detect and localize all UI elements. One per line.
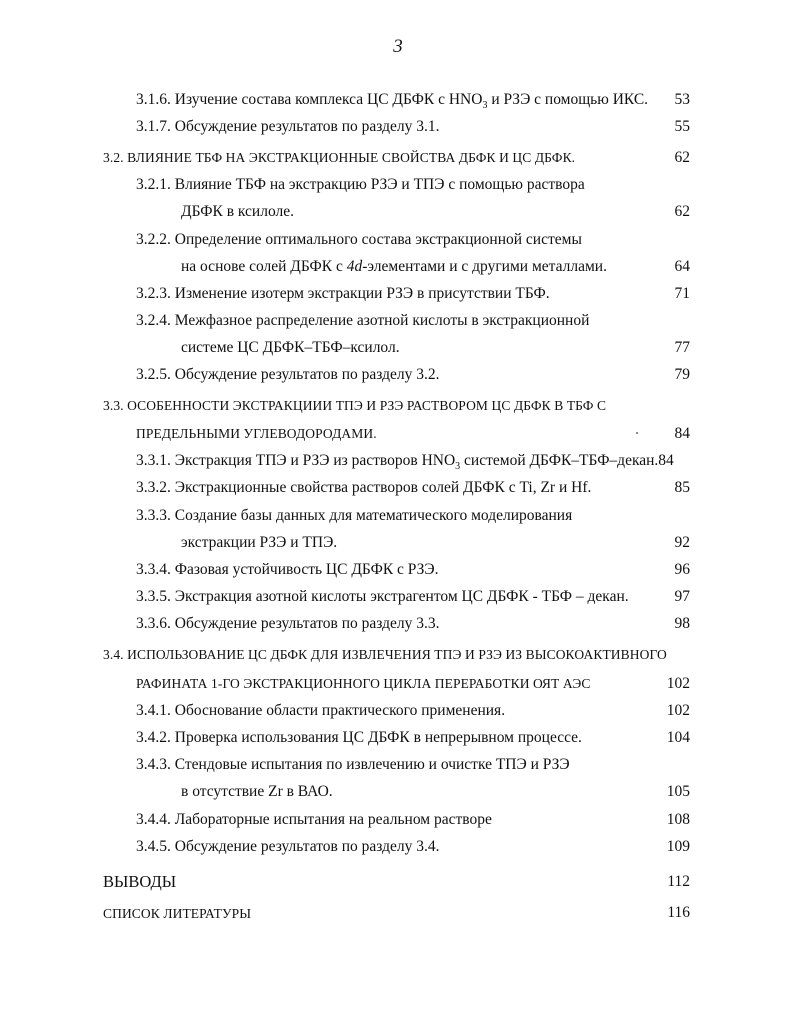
toc-page-conclusions: 112 [667,873,690,890]
toc-entry-text: на основе солей ДБФК с [181,258,347,275]
toc-entry-text: 3.3.1. Экстракция ТПЭ и РЗЭ из растворов HNO [136,452,456,469]
toc-section-3-4: 3.4. ИСПОЛЬЗОВАНИЕ ЦС ДБФК ДЛЯ ИЗВЛЕЧЕНИЯ ТПЭ И РЗЭ ИЗ ВЫСОКОАКТИВНОГО [103,647,667,662]
toc-entry-text-after: и РЗЭ с помощью ИКС. [487,91,649,108]
toc-section-3-2: 3.2. ВЛИЯНИЕ ТБФ НА ЭКСТРАКЦИОННЫЕ СВОЙСТВА ДБФК И ЦС ДБФК. [103,150,576,165]
toc-entry-3-2-2-cont [181,257,607,277]
toc-entry-3-2-1: 3.2.1. Влияние ТБФ на экстракцию РЗЭ и ТПЭ с помощью раствора [136,176,585,193]
toc-page-3-4-3: 105 [666,783,690,800]
toc-entry-3-3-6: 3.3.6. Обсуждение результатов по разделу 3.3. [136,615,440,632]
toc-page-3-1-6: 53 [674,91,690,108]
toc-page-references: 116 [667,904,690,921]
italic-term: 4d [346,258,363,275]
toc-page-3-2: 62 [674,149,690,166]
toc-entry-3-4-1: 3.4.1. Обоснование области практического применения. [136,702,506,719]
toc-page-3-2-2: 64 [674,258,690,275]
toc-page-3-3-3: 92 [674,534,690,551]
toc-entry-text-after: системой ДБФК–ТБФ–декан.84 [460,452,674,469]
toc-page-3-4-2: 104 [666,729,690,746]
toc-page-3-3-4: 96 [674,561,690,578]
toc-page-3-3-5: 97 [674,588,690,605]
toc-page-3-3-6: 98 [674,615,690,632]
toc-entry-3-2-2: 3.2.2. Определение оптимального состава экстракционной системы [136,231,582,248]
toc-entry-3-3-4: 3.3.4. Фазовая устойчивость ЦС ДБФК с РЗЭ. [136,561,439,578]
toc-entry-3-4-3: 3.4.3. Стендовые испытания по извлечению и очистке ТПЭ и РЗЭ [136,756,570,773]
toc-entry-3-2-4: 3.2.4. Межфазное распределение азотной кислоты в экстракционной [136,312,590,329]
toc-entry-text: 3.1.6. Изучение состава комплекса ЦС ДБФК с HNO [136,91,483,108]
toc-entry-3-4-2: 3.4.2. Проверка использования ЦС ДБФК в непрерывном процессе. [136,729,582,746]
toc-entry-3-3-3-cont: экстракции РЗЭ и ТПЭ. [181,534,338,551]
toc-section-conclusions: ВЫВОДЫ [103,872,177,891]
toc-entry-3-3-5: 3.3.5. Экстракция азотной кислоты экстрагентом ЦС ДБФК - ТБФ – декан. [136,588,629,605]
toc-page-3-1-7: 55 [674,118,690,135]
toc-entry-3-4-3-cont: в отсутствие Zr в ВАО. [181,783,333,800]
toc-page-3-2-1: 62 [674,203,690,220]
toc-section-3-4-cont: РАФИНАТА 1-ГО ЭКСТРАКЦИОННОГО ЦИКЛА ПЕРЕРАБОТКИ ОЯТ АЭС [136,676,591,691]
toc-page-3-4-1: 102 [666,702,690,719]
toc-entry-3-1-6 [136,90,648,116]
toc-entry-3-2-1-cont: ДБФК в ксилоле. [181,203,294,220]
toc-page-3-3: 84 [674,425,690,442]
toc-page-3-4-5: 109 [666,838,690,855]
toc-page-3-3-2: 85 [674,479,690,496]
toc-page-3-4-4: 108 [666,811,690,828]
toc-page-3-2-5: 79 [674,366,690,383]
toc-entry-3-3-2: 3.3.2. Экстракционные свойства растворов солей ДБФК с Ti, Zr и Hf. [136,479,592,496]
toc-entry-3-3-1 [136,451,674,477]
toc-entry-3-2-3: 3.2.3. Изменение изотерм экстракции РЗЭ в присутствии ТБФ. [136,285,550,302]
toc-entry-3-4-4: 3.4.4. Лабораторные испытания на реальном растворе [136,811,492,828]
toc-section-references: СПИСОК ЛИТЕРАТУРЫ [103,906,252,921]
subscript: 3 [482,100,488,112]
toc-section-3-3-cont: ПРЕДЕЛЬНЫМИ УГЛЕВОДОРОДАМИ. [136,426,377,441]
toc-page-3-2-3: 71 [674,285,690,302]
toc-entry-3-1-7: 3.1.7. Обсуждение результатов по разделу 3.1. [136,118,440,135]
toc-entry-3-3-3: 3.3.3. Создание базы данных для математического моделирования [136,507,573,524]
toc-entry-3-2-4-cont: системе ЦС ДБФК–ТБФ–ксилол. [181,339,400,356]
toc-page-3-4: 102 [666,675,690,692]
page-number: 3 [393,36,403,57]
toc-section-3-3: 3.3. ОСОБЕННОСТИ ЭКСТРАКЦИИИ ТПЭ И РЗЭ РАСТВОРОМ ЦС ДБФК В ТБФ С [103,398,607,413]
subscript: 3 [455,461,461,473]
toc-page-3-2-4: 77 [674,339,690,356]
toc-entry-3-4-5: 3.4.5. Обсуждение результатов по разделу 3.4. [136,838,440,855]
toc-entry-3-2-5: 3.2.5. Обсуждение результатов по разделу 3.2. [136,366,440,383]
toc-entry-text-after: -элементами и с другими металлами. [362,258,607,275]
